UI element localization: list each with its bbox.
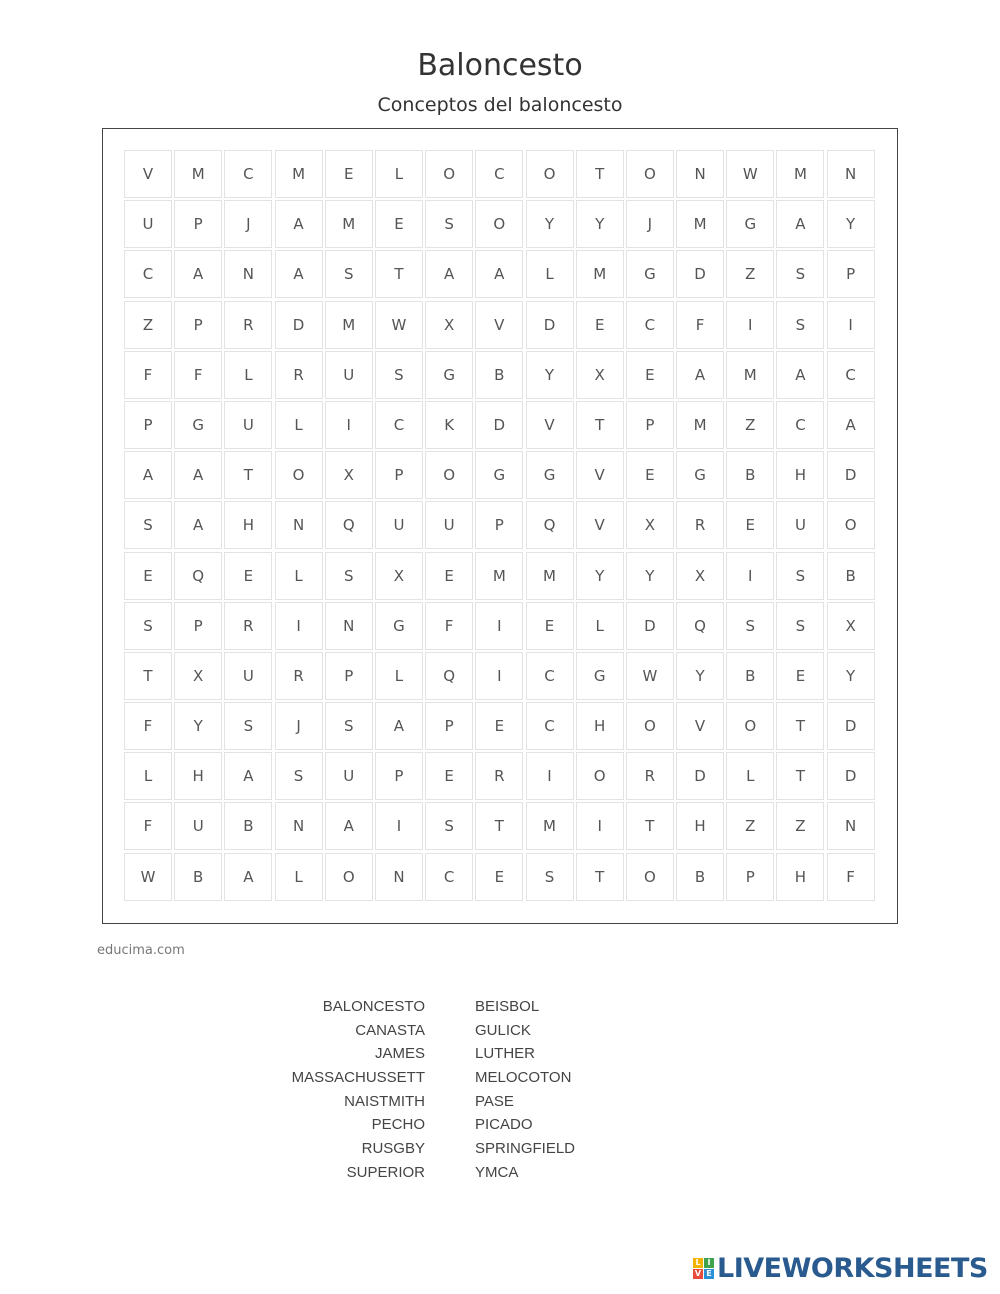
grid-cell[interactable]: D <box>676 752 724 800</box>
grid-cell[interactable]: L <box>224 351 272 399</box>
grid-cell[interactable]: D <box>526 301 574 349</box>
grid-cell[interactable]: M <box>576 250 624 298</box>
grid-cell[interactable]: L <box>526 250 574 298</box>
grid-cell[interactable]: G <box>174 401 222 449</box>
grid-cell[interactable]: J <box>626 200 674 248</box>
grid-cell[interactable]: S <box>325 552 373 600</box>
grid-cell[interactable]: T <box>576 150 624 198</box>
word-list-row <box>0 1022 1000 1046</box>
grid-cell[interactable]: E <box>726 501 774 549</box>
grid-cell[interactable]: H <box>776 853 824 901</box>
grid-cell[interactable]: E <box>526 602 574 650</box>
grid-cell[interactable]: U <box>224 401 272 449</box>
grid-cell[interactable]: G <box>726 200 774 248</box>
grid-cell[interactable]: T <box>576 853 624 901</box>
grid-cell[interactable]: Q <box>325 501 373 549</box>
grid-cell[interactable]: R <box>224 602 272 650</box>
brand-icon-square: L <box>693 1258 703 1268</box>
grid-cell[interactable]: A <box>776 200 824 248</box>
grid-cell[interactable]: R <box>626 752 674 800</box>
grid-cell[interactable]: A <box>174 501 222 549</box>
grid-cell[interactable]: P <box>174 301 222 349</box>
grid-cell[interactable]: W <box>726 150 774 198</box>
grid-cell[interactable]: G <box>526 451 574 499</box>
grid-cell[interactable]: M <box>325 200 373 248</box>
grid-cell[interactable]: G <box>576 652 624 700</box>
grid-cell[interactable]: K <box>425 401 473 449</box>
word-item: PICADO <box>475 1116 533 1134</box>
grid-cell[interactable]: N <box>676 150 724 198</box>
grid-cell[interactable]: A <box>174 451 222 499</box>
grid-cell[interactable]: E <box>475 702 523 750</box>
grid-cell[interactable]: E <box>124 552 172 600</box>
grid-cell[interactable]: U <box>325 752 373 800</box>
grid-cell[interactable]: N <box>275 802 323 850</box>
grid-cell[interactable]: F <box>827 853 875 901</box>
grid-cell[interactable]: A <box>676 351 724 399</box>
word-item: PECHO <box>371 1116 425 1134</box>
grid-cell[interactable]: I <box>475 652 523 700</box>
grid-cell[interactable]: L <box>726 752 774 800</box>
grid-cell[interactable]: X <box>174 652 222 700</box>
grid-cell[interactable]: J <box>275 702 323 750</box>
grid-cell[interactable]: C <box>526 652 574 700</box>
grid-cell[interactable]: O <box>325 853 373 901</box>
grid-cell[interactable]: N <box>224 250 272 298</box>
grid-cell[interactable]: N <box>827 150 875 198</box>
grid-cell[interactable]: A <box>275 250 323 298</box>
grid-cell[interactable]: Z <box>726 802 774 850</box>
grid-cell[interactable]: F <box>425 602 473 650</box>
grid-cell[interactable]: S <box>124 602 172 650</box>
word-item: LUTHER <box>475 1045 536 1063</box>
grid-cell[interactable]: Y <box>827 200 875 248</box>
page-title: Baloncesto <box>417 48 583 83</box>
brand-text: LIVEWORKSHEETS <box>717 1252 988 1284</box>
source-label: educima.com <box>97 943 185 958</box>
word-list-row <box>0 1116 1000 1140</box>
grid-cell[interactable]: I <box>827 301 875 349</box>
grid-cell[interactable]: Q <box>526 501 574 549</box>
grid-cell[interactable]: P <box>174 200 222 248</box>
grid-cell[interactable]: H <box>576 702 624 750</box>
grid-cell[interactable]: C <box>526 702 574 750</box>
grid-cell[interactable]: A <box>325 802 373 850</box>
grid-cell[interactable]: U <box>124 200 172 248</box>
grid-cell[interactable]: A <box>375 702 423 750</box>
grid-cell[interactable]: H <box>224 501 272 549</box>
grid-cell[interactable]: Q <box>425 652 473 700</box>
grid-cell[interactable]: B <box>174 853 222 901</box>
grid-cell[interactable]: U <box>224 652 272 700</box>
grid-cell[interactable]: E <box>425 552 473 600</box>
grid-cell[interactable]: D <box>275 301 323 349</box>
grid-cell[interactable]: L <box>375 652 423 700</box>
grid-cell[interactable]: H <box>776 451 824 499</box>
grid-cell[interactable]: P <box>124 401 172 449</box>
grid-cell[interactable]: S <box>726 602 774 650</box>
grid-cell[interactable]: M <box>726 351 774 399</box>
grid-cell[interactable]: S <box>776 552 824 600</box>
grid-cell[interactable]: Z <box>776 802 824 850</box>
grid-cell[interactable]: I <box>325 401 373 449</box>
grid-cell[interactable]: A <box>224 752 272 800</box>
grid-cell[interactable]: S <box>275 752 323 800</box>
grid-cell[interactable]: Y <box>576 200 624 248</box>
grid-cell[interactable]: H <box>676 802 724 850</box>
grid-cell[interactable]: Y <box>676 652 724 700</box>
grid-cell[interactable]: B <box>726 652 774 700</box>
grid-cell[interactable]: M <box>475 552 523 600</box>
grid-cell[interactable]: U <box>174 802 222 850</box>
word-item: NAISTMITH <box>344 1092 425 1110</box>
liveworksheets-logo <box>693 1253 988 1283</box>
grid-cell[interactable]: D <box>626 602 674 650</box>
grid-cell[interactable]: A <box>224 853 272 901</box>
grid-cell[interactable]: T <box>375 250 423 298</box>
grid-cell[interactable]: A <box>124 451 172 499</box>
word-list-row <box>0 1164 1000 1188</box>
grid-cell[interactable]: I <box>726 301 774 349</box>
grid-cell[interactable]: M <box>526 802 574 850</box>
grid-cell[interactable]: C <box>124 250 172 298</box>
grid-cell[interactable]: R <box>275 652 323 700</box>
grid-cell[interactable]: O <box>475 200 523 248</box>
grid-cell[interactable]: N <box>827 802 875 850</box>
word-item: MELOCOTON <box>475 1069 572 1087</box>
grid-cell[interactable]: A <box>827 401 875 449</box>
grid-cell[interactable]: W <box>626 652 674 700</box>
grid-cell[interactable]: F <box>124 702 172 750</box>
grid-cell[interactable]: X <box>325 451 373 499</box>
grid-cell[interactable]: P <box>174 602 222 650</box>
liveworksheets-icon <box>693 1258 714 1279</box>
grid-cell[interactable]: I <box>526 752 574 800</box>
grid-cell[interactable]: F <box>676 301 724 349</box>
grid-cell[interactable]: D <box>827 451 875 499</box>
grid-cell[interactable]: G <box>475 451 523 499</box>
grid-cell[interactable]: T <box>576 401 624 449</box>
grid-cell[interactable]: I <box>726 552 774 600</box>
grid-cell[interactable]: C <box>626 301 674 349</box>
grid-cell[interactable]: O <box>626 702 674 750</box>
grid-cell[interactable]: S <box>425 802 473 850</box>
grid-cell[interactable]: N <box>325 602 373 650</box>
grid-cell[interactable]: U <box>325 351 373 399</box>
grid-cell[interactable]: A <box>475 250 523 298</box>
grid-cell[interactable]: S <box>526 853 574 901</box>
grid-cell[interactable]: C <box>425 853 473 901</box>
grid-cell[interactable]: I <box>275 602 323 650</box>
grid-cell[interactable]: R <box>475 752 523 800</box>
grid-cell[interactable]: U <box>776 501 824 549</box>
grid-cell[interactable]: S <box>375 351 423 399</box>
grid-cell[interactable]: V <box>526 401 574 449</box>
grid-cell[interactable]: C <box>224 150 272 198</box>
word-list-row <box>0 1069 1000 1093</box>
grid-cell[interactable]: A <box>174 250 222 298</box>
grid-cell[interactable]: O <box>275 451 323 499</box>
grid-cell[interactable]: B <box>676 853 724 901</box>
grid-cell[interactable]: O <box>626 853 674 901</box>
grid-cell[interactable]: L <box>375 150 423 198</box>
grid-cell[interactable]: O <box>726 702 774 750</box>
grid-cell[interactable]: S <box>124 501 172 549</box>
grid-cell[interactable]: Z <box>124 301 172 349</box>
grid-cell[interactable]: M <box>174 150 222 198</box>
grid-cell[interactable]: E <box>224 552 272 600</box>
page-subtitle: Conceptos del baloncesto <box>377 94 623 116</box>
grid-cell[interactable]: G <box>676 451 724 499</box>
grid-cell[interactable]: N <box>275 501 323 549</box>
brand-icon-square: E <box>704 1269 714 1279</box>
grid-cell[interactable]: O <box>526 150 574 198</box>
grid-cell[interactable]: M <box>776 150 824 198</box>
word-item: CANASTA <box>355 1021 425 1039</box>
grid-cell[interactable]: Z <box>726 401 774 449</box>
grid-cell[interactable]: P <box>726 853 774 901</box>
grid-cell[interactable]: T <box>224 451 272 499</box>
grid-cell[interactable]: P <box>375 451 423 499</box>
grid-cell[interactable]: I <box>375 802 423 850</box>
grid-cell[interactable]: X <box>676 552 724 600</box>
grid-cell[interactable]: P <box>325 652 373 700</box>
grid-cell[interactable]: B <box>475 351 523 399</box>
grid-cell[interactable]: X <box>375 552 423 600</box>
grid-cell[interactable]: N <box>375 853 423 901</box>
grid-cell[interactable]: V <box>475 301 523 349</box>
grid-cell[interactable]: R <box>676 501 724 549</box>
grid-cell[interactable]: Q <box>174 552 222 600</box>
grid-cell[interactable]: W <box>124 853 172 901</box>
grid-cell[interactable]: E <box>776 652 824 700</box>
grid-cell[interactable]: M <box>325 301 373 349</box>
grid-cell[interactable]: S <box>224 702 272 750</box>
grid-cell[interactable]: A <box>275 200 323 248</box>
grid-cell[interactable]: V <box>676 702 724 750</box>
grid-cell[interactable]: Y <box>827 652 875 700</box>
grid-cell[interactable]: G <box>375 602 423 650</box>
grid-cell[interactable]: D <box>827 702 875 750</box>
grid-cell[interactable]: E <box>375 200 423 248</box>
grid-cell[interactable]: X <box>425 301 473 349</box>
grid-cell[interactable]: L <box>124 752 172 800</box>
grid-cell[interactable]: A <box>776 351 824 399</box>
grid-cell[interactable]: P <box>375 752 423 800</box>
grid-cell[interactable]: F <box>174 351 222 399</box>
grid-cell[interactable]: E <box>425 752 473 800</box>
grid-cell[interactable]: E <box>626 451 674 499</box>
word-item: MASSACHUSSETT <box>291 1069 425 1087</box>
grid-cell[interactable]: O <box>827 501 875 549</box>
grid-cell[interactable]: T <box>626 802 674 850</box>
word-item: SUPERIOR <box>346 1163 425 1181</box>
grid-cell[interactable]: Y <box>576 552 624 600</box>
grid-cell[interactable]: E <box>626 351 674 399</box>
grid-cell[interactable]: X <box>576 351 624 399</box>
grid-cell[interactable]: I <box>576 802 624 850</box>
grid-cell[interactable]: Y <box>526 351 574 399</box>
grid-cell[interactable]: Y <box>626 552 674 600</box>
word-list-row <box>0 998 1000 1022</box>
grid-cell[interactable]: L <box>275 401 323 449</box>
grid-cell[interactable]: U <box>425 501 473 549</box>
grid-cell[interactable]: D <box>676 250 724 298</box>
word-list <box>0 998 1000 1188</box>
grid-cell[interactable]: M <box>676 200 724 248</box>
grid-cell[interactable]: C <box>827 351 875 399</box>
grid-cell[interactable]: M <box>275 150 323 198</box>
grid-cell[interactable]: L <box>576 602 624 650</box>
grid-cell[interactable]: T <box>475 802 523 850</box>
grid-cell[interactable]: V <box>124 150 172 198</box>
grid-cell[interactable]: T <box>776 702 824 750</box>
word-item: SPRINGFIELD <box>475 1140 576 1158</box>
grid-cell[interactable]: R <box>224 301 272 349</box>
grid-cell[interactable]: C <box>475 150 523 198</box>
word-search-grid[interactable] <box>124 150 875 901</box>
grid-cell[interactable]: V <box>576 451 624 499</box>
grid-cell[interactable]: E <box>325 150 373 198</box>
grid-cell[interactable]: G <box>626 250 674 298</box>
grid-cell[interactable]: L <box>275 853 323 901</box>
grid-cell[interactable]: H <box>174 752 222 800</box>
grid-cell[interactable]: X <box>827 602 875 650</box>
brand-icon-square: V <box>694 1269 702 1278</box>
word-item: GULICK <box>475 1021 531 1039</box>
word-item: RUSGBY <box>361 1140 425 1158</box>
grid-cell[interactable]: O <box>626 150 674 198</box>
grid-cell[interactable]: B <box>726 451 774 499</box>
grid-cell[interactable]: E <box>475 853 523 901</box>
grid-cell[interactable]: S <box>325 250 373 298</box>
grid-cell[interactable]: Q <box>676 602 724 650</box>
grid-cell[interactable]: T <box>124 652 172 700</box>
grid-cell[interactable]: M <box>676 401 724 449</box>
grid-cell[interactable]: I <box>475 602 523 650</box>
grid-cell[interactable]: F <box>124 351 172 399</box>
grid-cell[interactable]: O <box>425 150 473 198</box>
grid-cell[interactable]: P <box>626 401 674 449</box>
grid-cell[interactable]: J <box>224 200 272 248</box>
grid-cell[interactable]: D <box>827 752 875 800</box>
grid-cell[interactable]: V <box>576 501 624 549</box>
word-list-row <box>0 1045 1000 1069</box>
grid-cell[interactable]: E <box>576 301 624 349</box>
grid-cell[interactable]: L <box>275 552 323 600</box>
grid-cell[interactable]: C <box>375 401 423 449</box>
word-item: JAMES <box>374 1045 425 1063</box>
word-item: YMCA <box>475 1163 519 1181</box>
grid-cell[interactable]: S <box>776 250 824 298</box>
grid-cell[interactable]: S <box>776 301 824 349</box>
grid-cell[interactable]: S <box>325 702 373 750</box>
grid-cell[interactable]: R <box>275 351 323 399</box>
grid-cell[interactable]: D <box>475 401 523 449</box>
grid-cell[interactable]: M <box>526 552 574 600</box>
grid-cell[interactable]: O <box>576 752 624 800</box>
brand-icon-square: I <box>704 1258 714 1268</box>
word-list-row <box>0 1093 1000 1117</box>
word-search-frame <box>102 128 898 924</box>
grid-cell[interactable]: Y <box>174 702 222 750</box>
word-item: PASE <box>475 1092 514 1110</box>
grid-cell[interactable]: P <box>827 250 875 298</box>
grid-cell[interactable]: A <box>425 250 473 298</box>
grid-cell[interactable]: Z <box>726 250 774 298</box>
word-item: BEISBOL <box>475 998 540 1015</box>
word-item: BALONCESTO <box>322 998 425 1015</box>
grid-cell[interactable]: G <box>425 351 473 399</box>
grid-cell[interactable]: X <box>626 501 674 549</box>
grid-cell[interactable]: S <box>425 200 473 248</box>
word-list-row <box>0 1140 1000 1164</box>
grid-cell[interactable]: T <box>776 752 824 800</box>
grid-cell[interactable]: Y <box>526 200 574 248</box>
grid-cell[interactable]: P <box>425 702 473 750</box>
grid-cell[interactable]: B <box>224 802 272 850</box>
grid-cell[interactable]: O <box>425 451 473 499</box>
grid-cell[interactable]: C <box>776 401 824 449</box>
grid-cell[interactable]: B <box>827 552 875 600</box>
grid-cell[interactable]: W <box>375 301 423 349</box>
grid-cell[interactable]: U <box>375 501 423 549</box>
grid-cell[interactable]: S <box>776 602 824 650</box>
grid-cell[interactable]: F <box>124 802 172 850</box>
grid-cell[interactable]: P <box>475 501 523 549</box>
